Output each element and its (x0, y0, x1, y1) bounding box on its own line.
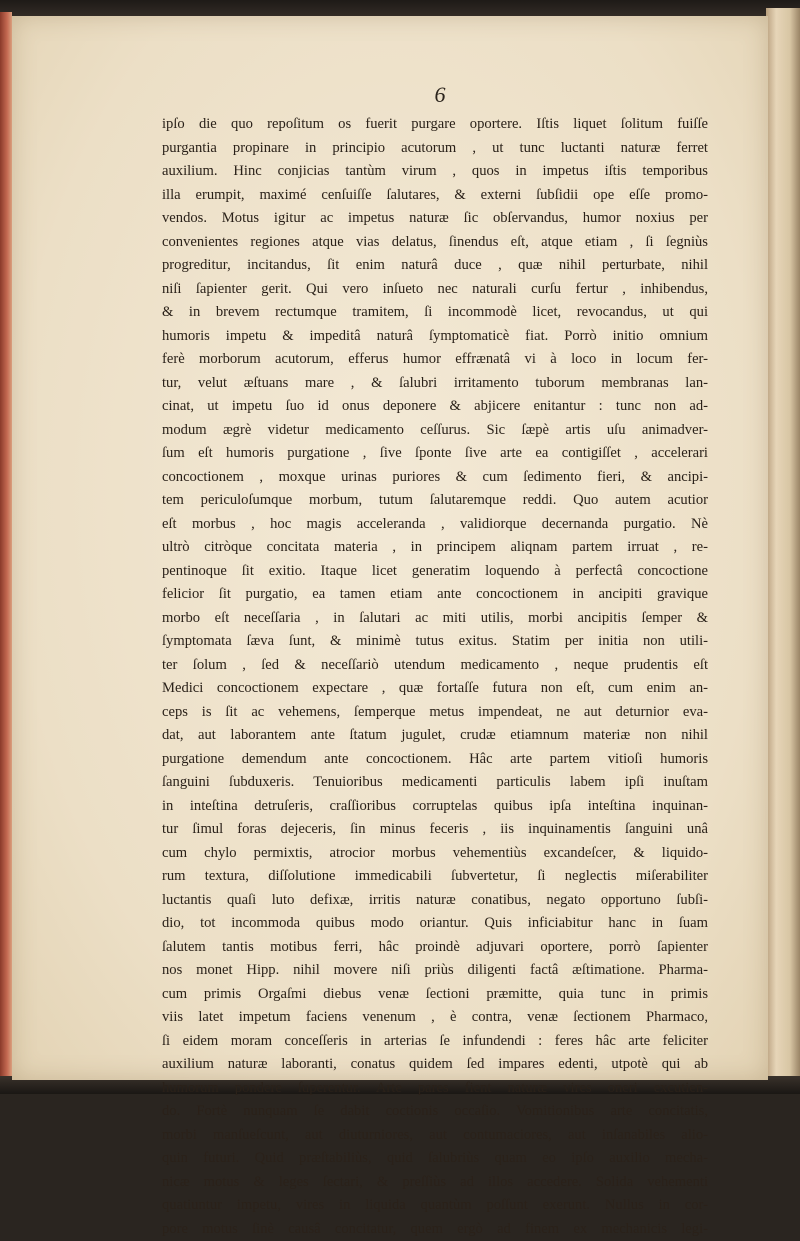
text-line: in inteſtina detruſeris, craſſioribus corruptelas quibus ipſa inteſtina inquinan- (162, 795, 708, 819)
text-line: ter ſolum , ſed & neceſſariò utendum medicamento , neque prudentis eſt (162, 654, 708, 678)
text-line: pore motus ſinè causâ concitatur, quem ergò ad finem ex mechanicis legi- (162, 1218, 708, 1241)
text-line: illa erumpit, maximé cenſuiſſe ſalutares, & externi ſubſidii ope eſſe promo- (162, 184, 708, 208)
text-line: Medici concoctionem expectare , quæ fortaſſe futura non eſt, cum enim an- (162, 677, 708, 701)
text-line: cinat, ut impetu ſuo id onus deponere & abjicere enitantur : tunc non ad- (162, 395, 708, 419)
text-line: ferè morborum acutorum, efferus humor effrænatâ vi à loco in locum fer- (162, 348, 708, 372)
text-line: nicæ motus & leges ſectari, & preſſiùs ad illos accedere. Solida vehementi (162, 1171, 708, 1195)
text-line: convenientes regiones atque vias delatus, ſinendus eſt, atque etiam , ſi ſegniùs (162, 231, 708, 255)
text-line: tem periculoſumque morbum, tutum ſalutaremque reddi. Quo autem acutior (162, 489, 708, 513)
page-number: 6 (420, 82, 460, 108)
text-line: tur, velut æſtuans mare , & ſalubri irritamento tuborum membranas lan- (162, 372, 708, 396)
text-line: morbo eſt neceſſaria , in ſalutari ac miti utilis, morbi ancipitis ſemper & (162, 607, 708, 631)
text-line: ultrò citròque concitata materia , in principem aliqnam partem irruat , re- (162, 536, 708, 560)
text-line: cum chylo permixtis, atrocior morbus vehementiùs excandeſcer, & liquido- (162, 842, 708, 866)
text-line: rum textura, diſſolutione immedicabili ſubvertetur, ſi neglectis miſerabiliter (162, 865, 708, 889)
text-line: eſt morbus , hoc magis acceleranda , validiorque decernanda purgatio. Nè (162, 513, 708, 537)
text-line: auxilium naturæ laboranti, conatus quidem ſed impares edenti, utpotè qui ab (162, 1053, 708, 1077)
text-line: ipſo die quo repoſitum os fuerit purgare oportere. Iſtis liquet ſolitum fuiſſe (162, 113, 708, 137)
text-line: humoris impetu & impeditâ naturâ ſymptomaticè fiat. Porrò initio omnium (162, 325, 708, 349)
text-line: ſalutem tantis motibus ferri, hâc proindè adjuvari oportere, porrò ſapienter (162, 936, 708, 960)
text-line: progreditur, incitandus, ſit enim naturâ duce , quæ nihil perturbate, nihil (162, 254, 708, 278)
text-line: concoctionem , moxque urinas puriores & cum ſedimento fieri, & ancipi- (162, 466, 708, 490)
text-line: morbi manſueſcunt, aut diuturniores, aut contumaciores, aut inſanabiles alio- (162, 1124, 708, 1148)
text-line: purgatione demendum ante concoctionem. Hâc arte partem vitioſi humoris (162, 748, 708, 772)
text-line: vendos. Motus igitur ac impetus naturæ ſic obſervandus, humor noxius per (162, 207, 708, 231)
book-right-edge (766, 8, 800, 1082)
text-line: tur ſimul foras dejeceris, ſin minus feceris , iis inquinamentis ſanguini unâ (162, 818, 708, 842)
text-line: ſymptomata ſæva ſunt, & minimè tutus exitus. Statim per initia non utili- (162, 630, 708, 654)
text-line: cum primis Orgaſmi diebus venæ ſectioni præmitte, quia tunc in primis (162, 983, 708, 1007)
text-line: luctantis quaſi luto defixæ, irritis naturæ conatibus, negato opportuno ſubſi- (162, 889, 708, 913)
text-line: ſum eſt humoris purgatione , ſive ſponte ſive arte ea contigiſſet , accelerari (162, 442, 708, 466)
text-line: nos monet Hipp. nihil movere niſi priùs diligenti factâ æſtimatione. Pharma- (162, 959, 708, 983)
text-line: ſanguini ſubduxeris. Tenuioribus medicamenti particulis labem ipſi inuſtam (162, 771, 708, 795)
text-line: ceps is ſit ac vehemens, ſemperque metus impendeat, ne aut deturnior eva- (162, 701, 708, 725)
text-line: dio, tot incommoda quibus modo oriantur. Quis inficiabitur hanc in ſuam (162, 912, 708, 936)
text-line: quatiuntur impetu, vires in liquida quantùm poſſunt exerunt. Nullus in cor- (162, 1194, 708, 1218)
text-line: do. Fortè nunquam ſe dabit coctionis occaſio. Vomitionibus arte concitatis, (162, 1100, 708, 1124)
text-line: viis latet impetum faciens venenum , è contra, venæ ſectionem Pharmaco, (162, 1006, 708, 1030)
text-line: felicior ſit purgatio, ea tamen etiam ante concoctionem in ancipiti gravique (162, 583, 708, 607)
text-line: niſi ſapienter gerit. Qui vero inſueto nec naturali curſu fertur , inhibendus, (162, 278, 708, 302)
text-line: dat, aut laborantem ante ſtatum jugulet, crudæ etiamnum materiæ non nihil (162, 724, 708, 748)
text-line: pentinoque ſit exitio. Itaque licet generatim loquendo à perfectâ concoctione (162, 560, 708, 584)
text-line: quin futuri. Quid præſtabiliùs, quid ſalubriùs quam eo ipſo auxilio mecha- (162, 1147, 708, 1171)
text-line: purgantia propinare in principio acutorum , ut tunc luctanti naturæ ferret (162, 137, 708, 161)
text-line: ſi eidem moram conceſſeris in arterias ſe infundendi : feres hâc arte feliciter (162, 1030, 708, 1054)
text-line: modum ægrè videtur medicamento ceſſurus. Sic ſæpè artis uſu animadver- (162, 419, 708, 443)
book-left-edge (0, 12, 12, 1082)
body-text (162, 113, 708, 1241)
text-line: & in brevem rectumque tramitem, ſi incommodè licet, revocandus, ut qui (162, 301, 708, 325)
text-line: auxilium. Hinc conjicias tantùm virum , quos in impetus iſtis temporibus (162, 160, 708, 184)
text-line: humorum pondere ſuperentur. Arte pares fient naturæ vires oneri excutien- (162, 1077, 708, 1101)
